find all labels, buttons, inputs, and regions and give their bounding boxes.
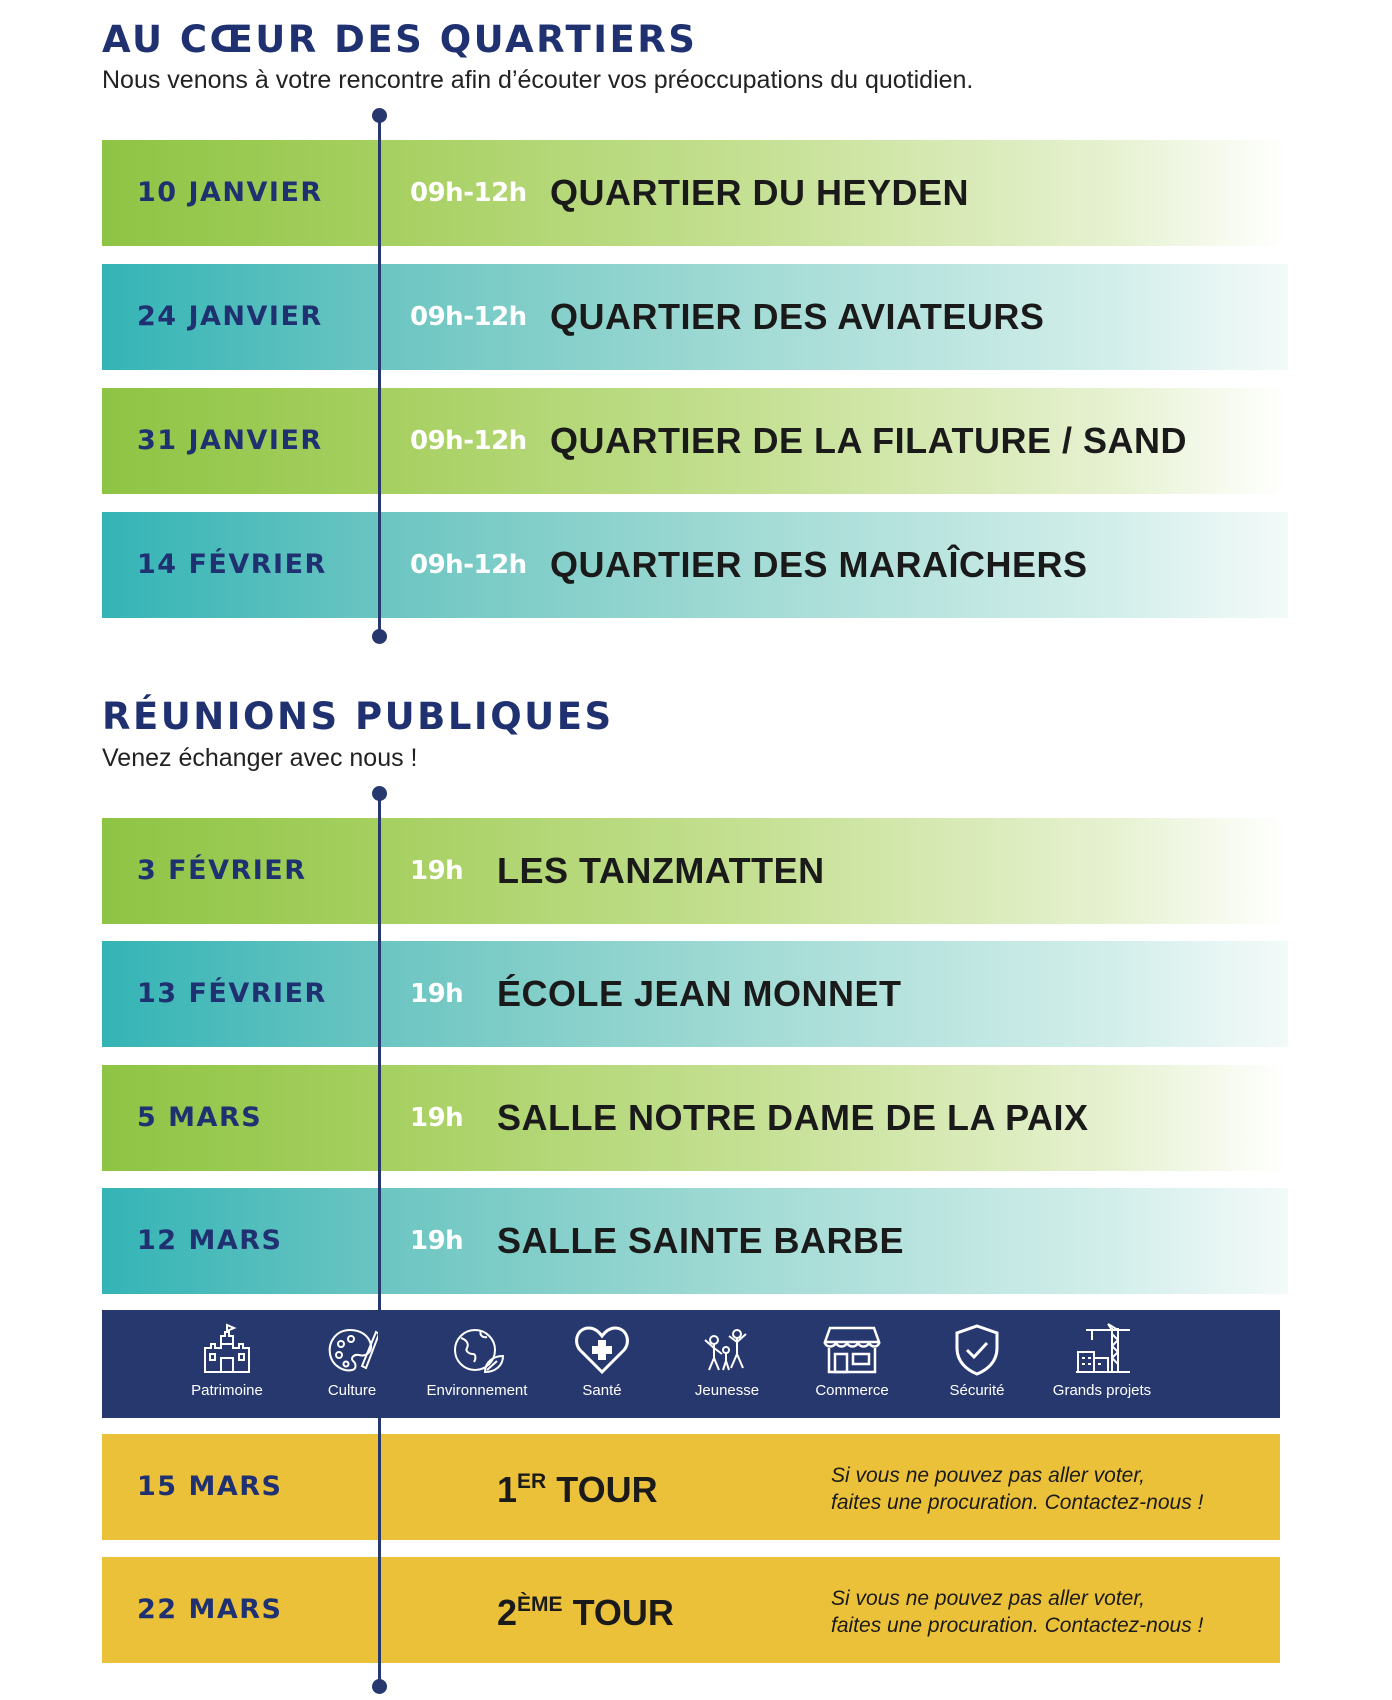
timeline-line-1 [378, 115, 381, 637]
reunion-row [102, 941, 1288, 1047]
timeline-dot-end-1 [372, 629, 387, 644]
theme-label: Jeunesse [694, 1382, 760, 1399]
theme-item [792, 1322, 912, 1399]
theme-label: Santé [582, 1382, 622, 1399]
tour-number: 2 [497, 1592, 518, 1633]
event-place: SALLE SAINTE BARBE [497, 1220, 905, 1261]
election-row [102, 1557, 1280, 1663]
theme-item [417, 1322, 537, 1399]
timeline-dot-end-2 [372, 1679, 387, 1694]
tour-word: TOUR [572, 1592, 674, 1633]
event-place: QUARTIER DES MARAÎCHERS [550, 544, 1088, 585]
event-date: 3 FÉVRIER [137, 855, 307, 886]
event-time: 09h-12h [410, 550, 527, 580]
note-line-2: faites une procuration. Contactez-nous ! [831, 1491, 1204, 1514]
event-place: LES TANZMATTEN [497, 850, 825, 891]
election-row [102, 1434, 1280, 1540]
event-date: 5 MARS [137, 1102, 263, 1133]
theme-label: Environnement [426, 1382, 528, 1399]
theme-item [542, 1322, 662, 1399]
people-icon [699, 1322, 755, 1378]
event-time: 19h [410, 1226, 464, 1256]
palette-icon [324, 1322, 380, 1378]
event-date: 14 FÉVRIER [137, 549, 327, 580]
theme-item [1042, 1322, 1162, 1399]
event-time: 19h [410, 856, 464, 886]
theme-item [667, 1322, 787, 1399]
reunions-title: RÉUNIONS PUBLIQUES [102, 695, 614, 738]
theme-item [167, 1322, 287, 1399]
theme-item [917, 1322, 1037, 1399]
event-place: QUARTIER DES AVIATEURS [550, 296, 1045, 337]
theme-item [292, 1322, 412, 1399]
election-tour [497, 1434, 658, 1540]
event-date: 13 FÉVRIER [137, 978, 327, 1009]
shop-icon [822, 1322, 882, 1378]
timeline-dot-start-2 [372, 786, 387, 801]
theme-label: Culture [327, 1382, 377, 1399]
theme-label: Patrimoine [191, 1382, 263, 1399]
election-date: 15 MARS [137, 1471, 283, 1502]
event-place: SALLE NOTRE DAME DE LA PAIX [497, 1097, 1089, 1138]
note-line-1: Si vous ne pouvez pas aller voter, [831, 1587, 1146, 1610]
reunions-subtitle: Venez échanger avec nous ! [102, 744, 418, 772]
event-date: 12 MARS [137, 1225, 283, 1256]
heart-cross-icon [572, 1322, 632, 1378]
event-date: 24 JANVIER [137, 301, 323, 332]
tour-suffix: ÈME [517, 1593, 563, 1616]
quartiers-subtitle: Nous venons à votre rencontre afin d’écouter vos préoccupations du quotidien. [102, 66, 974, 94]
theme-label: Commerce [815, 1382, 889, 1399]
event-date: 31 JANVIER [137, 425, 323, 456]
theme-label: Sécurité [949, 1382, 1005, 1399]
timeline-line-2 [378, 794, 381, 1687]
event-date: 10 JANVIER [137, 177, 323, 208]
shield-check-icon [949, 1322, 1005, 1378]
quartier-row [102, 512, 1288, 618]
quartier-row [102, 264, 1288, 370]
note-line-1: Si vous ne pouvez pas aller voter, [831, 1464, 1146, 1487]
castle-icon [199, 1322, 255, 1378]
event-time: 19h [410, 979, 464, 1009]
election-date: 22 MARS [137, 1594, 283, 1625]
event-place: ÉCOLE JEAN MONNET [497, 973, 902, 1014]
tour-word: TOUR [556, 1469, 658, 1510]
timeline-dot-start-1 [372, 108, 387, 123]
themes-bar [102, 1310, 1280, 1418]
globe-leaf-icon [449, 1322, 505, 1378]
quartier-row [102, 140, 1288, 246]
note-line-2: faites une procuration. Contactez-nous ! [831, 1614, 1204, 1637]
theme-label: Grands projets [1052, 1382, 1152, 1399]
reunion-row [102, 1065, 1288, 1171]
procuration-note [831, 1462, 1251, 1516]
crane-icon [1072, 1322, 1132, 1378]
event-time: 19h [410, 1103, 464, 1133]
quartier-row [102, 388, 1288, 494]
event-time: 09h-12h [410, 302, 527, 332]
tour-number: 1 [497, 1469, 518, 1510]
event-place: QUARTIER DE LA FILATURE / SAND [550, 420, 1187, 461]
tour-suffix: ER [517, 1470, 547, 1493]
election-tour [497, 1557, 674, 1663]
event-time: 09h-12h [410, 178, 527, 208]
event-time: 09h-12h [410, 426, 527, 456]
event-place: QUARTIER DU HEYDEN [550, 172, 970, 213]
procuration-note [831, 1585, 1251, 1639]
quartiers-title: AU CŒUR DES QUARTIERS [102, 18, 698, 61]
reunion-row [102, 818, 1288, 924]
reunion-row [102, 1188, 1288, 1294]
